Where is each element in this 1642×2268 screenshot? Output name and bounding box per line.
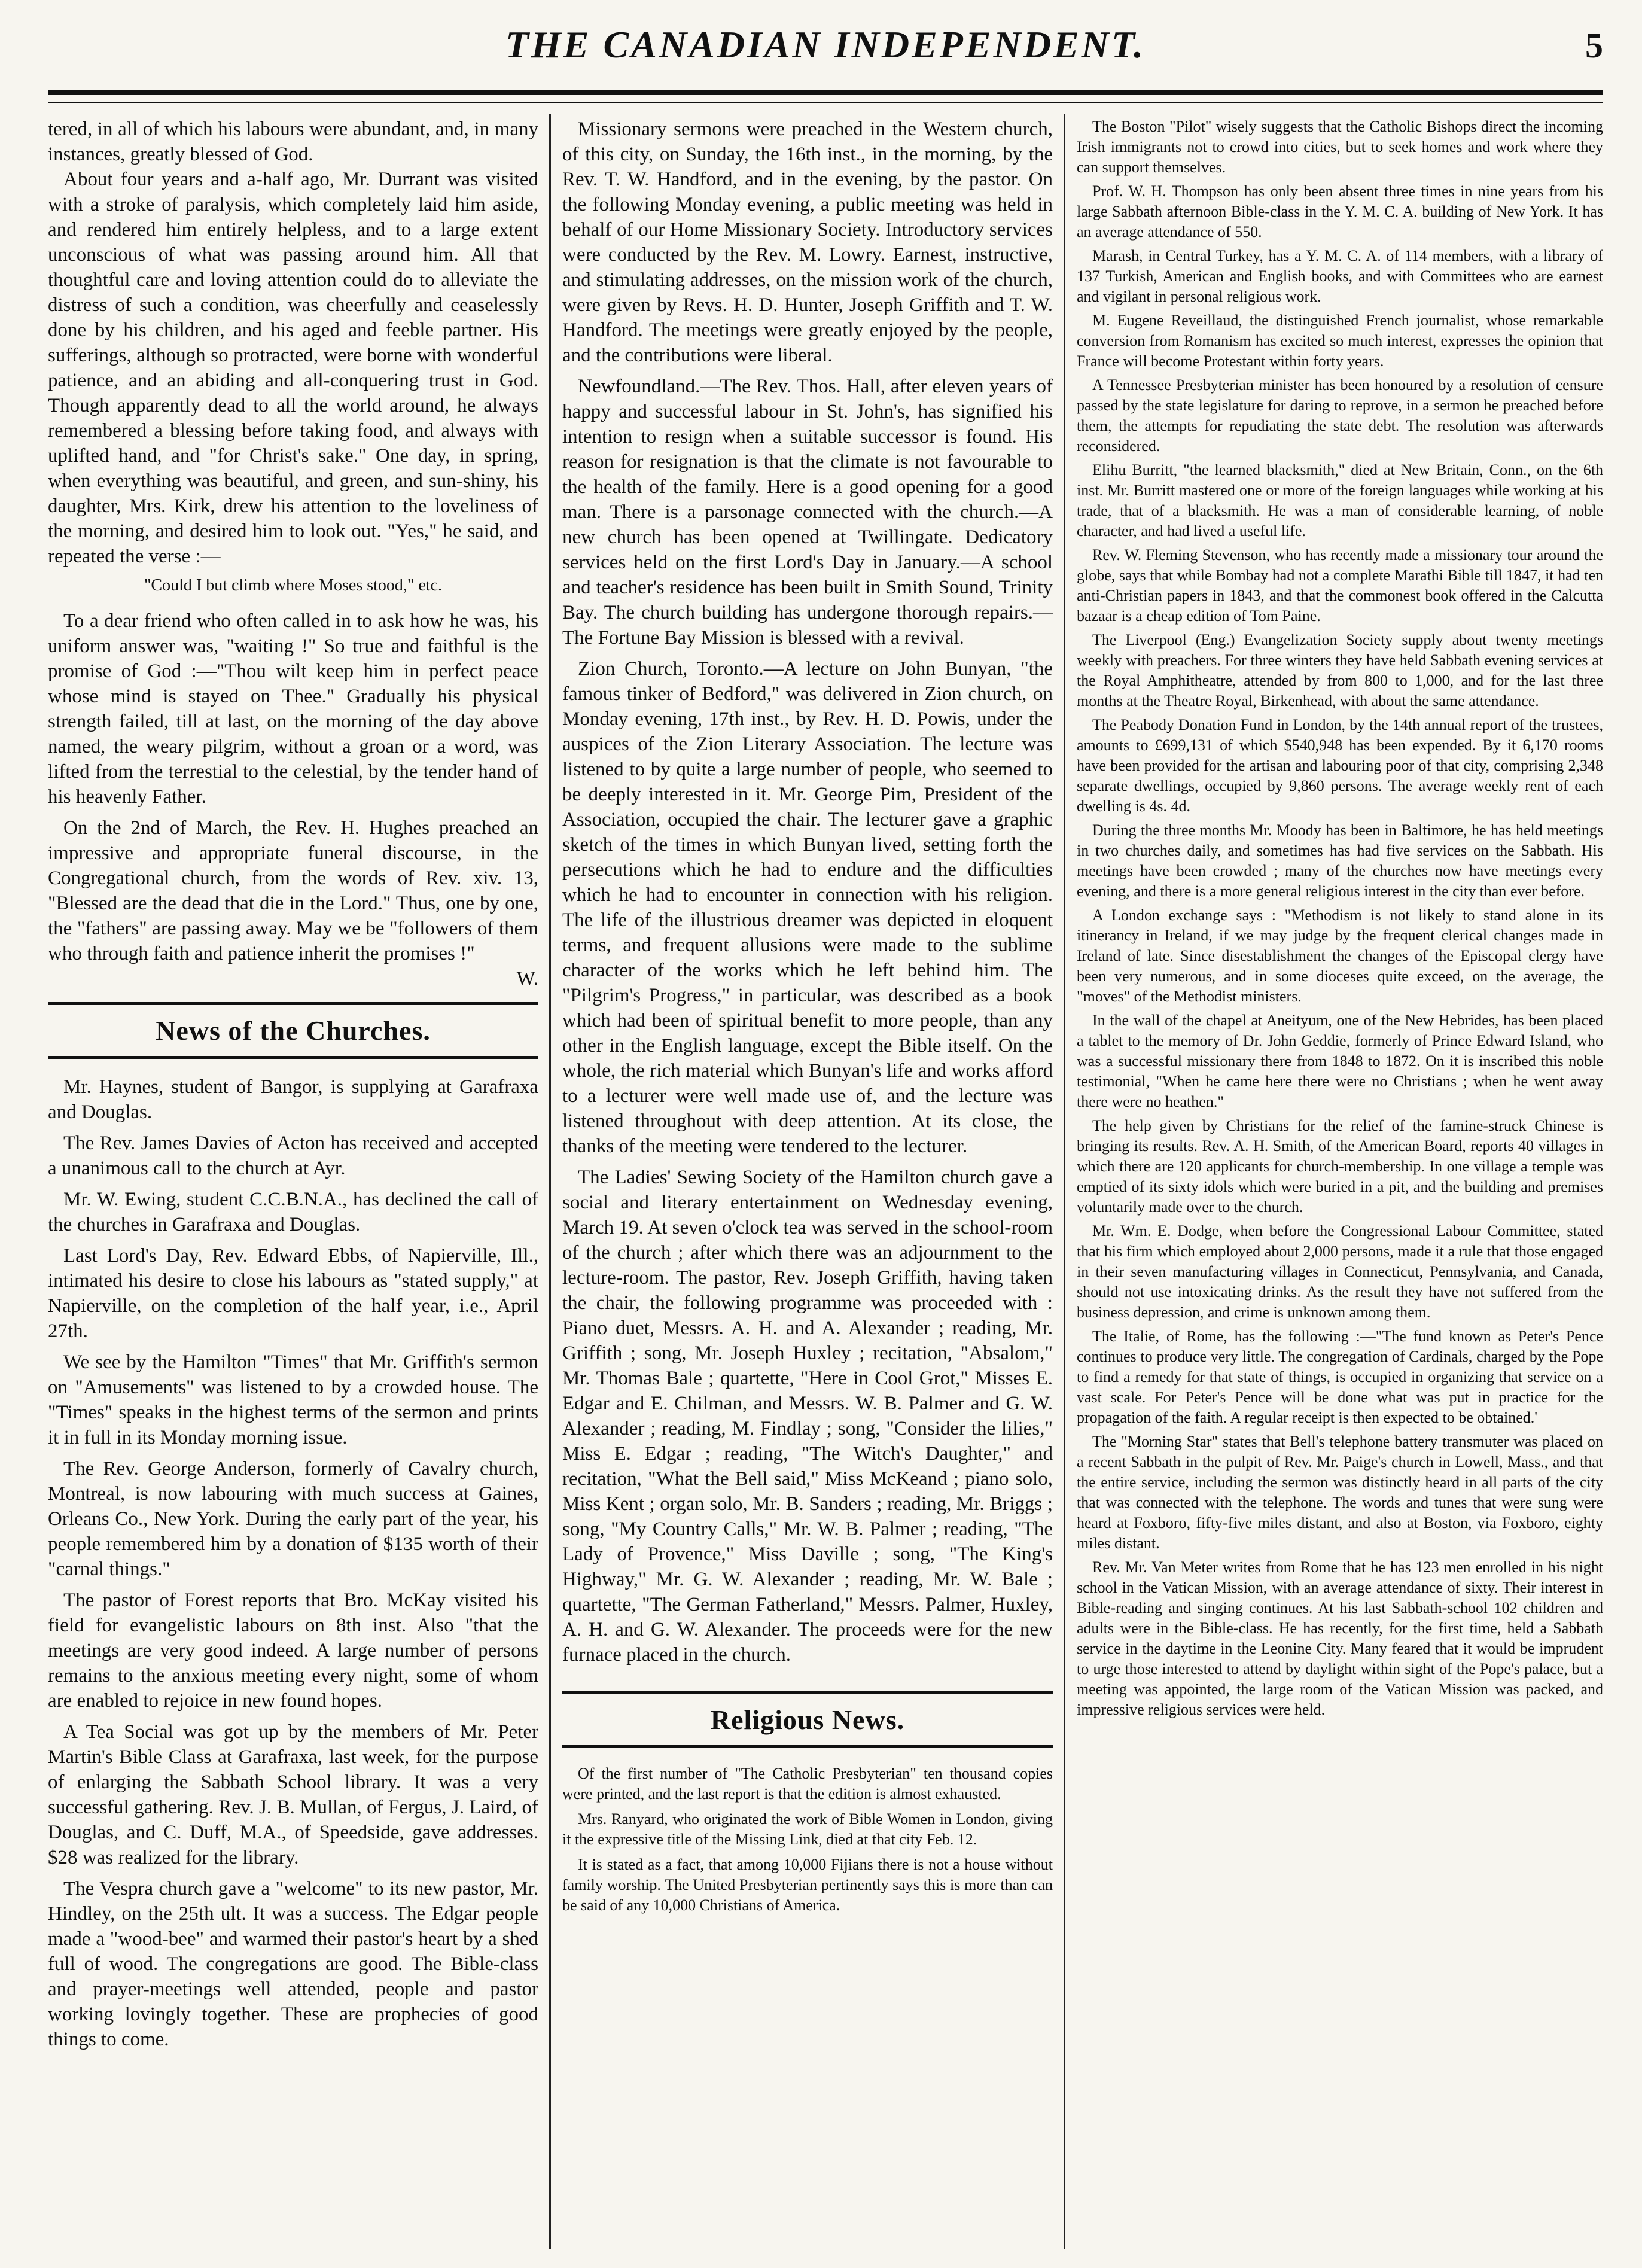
religious-item: Rev. W. Fleming Stevenson, who has recently made a missionary tour around the globe, says that while Bombay had not a complete Marathi Bible till 1847, it had ten anti-Christian papers in 1843, and that the commonest book offered in the Calcutta bazaar is a cheap edition of Tom Paine. (1077, 546, 1603, 625)
section-heading-news: News of the Churches. (48, 1002, 538, 1059)
religious-item: The Peabody Donation Fund in London, by the 14th annual report of the trustees, amounts to £699,131 of which $540,948 has been expended. By it 6,170 rooms have been provided for the artisan and labouring poor of that city, comprising 2,348 separate dwellings, occupied by 9,860 persons. The average weekly rent of each dwelling is 4s. 4d. (1077, 716, 1603, 815)
verse-quote: "Could I but climb where Moses stood," etc. (144, 576, 442, 595)
obituary-paragraph: About four years and a-half ago, Mr. Durrant was visited with a stroke of paralysis, which completely laid him aside, and rendered him entirely helpless, and to a large extent unconscious of what was passing around him. All that thoughtful care and loving attention could do to alleviate the distress of such a condition, was cheerfully and ceaselessly done by his children, and his aged and feeble partner. His sufferings, although so protracted, were borne with wonderful patience, and an abiding and all-conquering trust in God. Though apparently dead to all the world around, he always remembered a blessing before taking food, and always with uplifted hand, and "for Christ's sake." One day, in spring, when everything was beautiful, and green, and sun-shiny, his daughter, Mrs. Kirk, drew his attention to the loveliness of the morning, and desired him to look out. "Yes," he said, and repeated the verse :— (48, 169, 538, 567)
obituary-paragraph: On the 2nd of March, the Rev. H. Hughes preached an impressive and appropriate funeral discourse, in the Congregational church, from the words of Rev. xiv. 13, "Blessed are the dead that die in the Lord." Thus, one by one, the "fathers" are passing away. May we be "followers of them who through faith and patience inherit the promises !" (48, 817, 538, 964)
news-item: Newfoundland.—The Rev. Thos. Hall, after eleven years of happy and successful labour in St. John's, has signified his intention to resign when a suitable successor is found. His reason for resignation is that the climate is not favourable to the health of the family. Here is a good opening for a good man. There is a parsonage connected with the church.—A new church has been opened at Twillingate. Dedicatory services held on the first Lord's Day in January.—A school and teacher's residence has been built in Smith Sound, Trinity Bay. The church building has undergone thorough repairs.—The Fortune Bay Mission is blessed with a revival. (562, 376, 1053, 649)
header-rule-thin (48, 102, 1603, 103)
news-item: The pastor of Forest reports that Bro. McKay visited his field for evangelistic labours on 8th inst. Also "that the meetings are very good indeed. A large number of persons remains to the anxious meeting every night, some of whom are enabled to rejoice in new found hopes. (48, 1590, 538, 1712)
header-rule-thick (48, 90, 1603, 95)
religious-item: A London exchange says : "Methodism is not likely to stand alone in its itinerancy in Ireland, if we may judge by the frequent clerical changes made in Ireland of late. Since disestablishment the changes of the Episcopal clergy have been very numerous, and in some dioceses quite exceed, on the average, the "moves" of the Methodist ministers. (1077, 906, 1603, 1005)
column-2 (562, 117, 1053, 2246)
news-item: Missionary sermons were preached in the Western church, of this city, on Sunday, the 16th inst., in the morning, by the Rev. T. W. Handford, and in the evening, by the pastor. On the following Monday evening, a public meeting was held in behalf of our Home Missionary Society. Introductory services were conducted by the Rev. M. Lowry. Earnest, instructive, and stimulating addresses, on the mission work of the church, were given by Revs. H. D. Hunter, Joseph Griffith and T. W. Handford. The meetings were greatly enjoyed by the people, and the contributions were liberal. (562, 118, 1053, 366)
section-heading-religious: Religious News. (562, 1691, 1053, 1748)
column-divider (549, 114, 551, 2249)
news-item: The Rev. James Davies of Acton has received and accepted a unanimous call to the church at Ayr. (48, 1133, 538, 1179)
news-item: The Vespra church gave a "welcome" to its new pastor, Mr. Hindley, on the 25th ult. It was a success. The Edgar people made a "wood-bee" and warmed their pastor's heart by a shed full of wood. The congregations are good. The Bible-class and prayer-meetings well attended, people and pastor working lovingly together. These are prophecies of good things to come. (48, 1878, 538, 2050)
news-item: Mr. W. Ewing, student C.C.B.N.A., has declined the call of the churches in Garafraxa and Douglas. (48, 1189, 538, 1235)
religious-item: M. Eugene Reveillaud, the distinguished French journalist, whose remarkable conversion from Romanism has excited so much interest, expresses the opinion that France will become Protestant within forty years. (1077, 312, 1603, 370)
religious-item: Mrs. Ranyard, who originated the work of Bible Women in London, giving it the expressive title of the Missing Link, died at that city Feb. 12. (562, 1810, 1053, 1848)
religious-item: Of the first number of "The Catholic Presbyterian" ten thousand copies were printed, and the last report is that the edition is almost exhausted. (562, 1765, 1053, 1803)
religious-item: During the three months Mr. Moody has been in Baltimore, he has held meetings in two churches daily, and sometimes has had five services on the Sabbath. His meetings have been crowded ; many of the churches now have meetings every evening, and there is a more general religious interest in the city than ever before. (1077, 821, 1603, 900)
column-1 (48, 117, 538, 2246)
religious-news-list (562, 1764, 1053, 1916)
religious-item: Marash, in Central Turkey, has a Y. M. C. A. of 114 members, with a library of 137 Turkish, American and English books, and with Committees who are earnest and vigilant in personal religious work. (1077, 247, 1603, 305)
religious-item: Rev. Mr. Van Meter writes from Rome that he has 123 men enrolled in his night school in the Vatican Mission, with an average attendance of sixty. Their interest in Bible-reading and singing continues. At his last Sabbath-school 102 children and adults were in the Bible-class. He has recently, for the first time, held a Sabbath service in the daytime in the Leonine City. Many feared that it would be imprudent to urge those interested to attend by daylight within sight of the Pope's palace, but a meeting was appointed, the large room of the Vatican Mission was packed, and impressive religious services were held. (1077, 1558, 1603, 1718)
column-divider (1064, 114, 1065, 2249)
news-item: Last Lord's Day, Rev. Edward Ebbs, of Napierville, Ill., intimated his desire to close his labours as "stated supply," at Napierville, on the completion of the half year, i.e., April 27th. (48, 1245, 538, 1342)
signature-row (48, 966, 538, 991)
religious-item: The help given by Christians for the relief of the famine-struck Chinese is bringing its results. Rev. A. H. Smith, of the American Board, reports 40 villages in which there are 120 applicants for church-membership. In one village a temple was emptied of its sixty idols which were buried in a pit, and the building and premises voluntarily made over to the church. (1077, 1117, 1603, 1216)
religious-item: A Tennessee Presbyterian minister has been honoured by a resolution of censure passed by the state legislature for daring to reprove, in a sermon he preached before them, the attempts for repudiating the state debt. The resolution was afterwards reconsidered. (1077, 376, 1603, 455)
news-item: Zion Church, Toronto.—A lecture on John Bunyan, "the famous tinker of Bedford," was delivered in Zion church, on Monday evening, 17th inst., by Rev. H. D. Powis, under the auspices of the Zion Literary Association. The lecture was listened to by quite a large number of people, who seemed to be deeply interested in it. Mr. George Pim, President of the Association, occupied the chair. The lecturer gave a graphic sketch of the times in which Bunyan lived, setting forth the persecutions which he had to endure and the difficulties which he had to encounter in connection with his religion. The life of the illustrious dreamer was depicted in eloquent terms, and frequent allusions were made to the sublime character of the works which he left behind him. The "Pilgrim's Progress," in particular, was described as a book which had been of spiritual benefit to more people, than any other in the English language, except the Bible itself. On the whole, the rich material which Bunyan's life and works afford to a lecturer were well made use of, and the lecture was listened throughout with deep attention. At its close, the thanks of the meeting were tendered to the lecturer. (562, 658, 1053, 1157)
religious-item: The Italie, of Rome, has the following :—"The fund known as Peter's Pence continues to produce very little. The congregation of Cardinals, charged by the Pope to find a remedy for that state of things, is occupied in organizing that service on a vast scale. For Peter's Pence will be done what was put in practice for the propagation of the faith. A regular receipt is then expected to be obtained.' (1077, 1328, 1603, 1426)
religious-item: Prof. W. H. Thompson has only been absent three times in nine years from his large Sabbath afternoon Bible-class in the Y. M. C. A. building of New York. It has an average attendance of 550. (1077, 182, 1603, 241)
religious-item: Elihu Burritt, "the learned blacksmith," died at New Britain, Conn., on the 6th inst. Mr. Burritt mastered one or more of the foreign languages while working at his trade, that of a blacksmith. He was a man of considerable learning, of noble character, and had lived a useful life. (1077, 461, 1603, 540)
news-item: Mr. Haynes, student of Bangor, is supplying at Garafraxa and Douglas. (48, 1076, 538, 1123)
page-number: 5 (1585, 26, 1603, 65)
religious-item: It is stated as a fact, that among 10,000 Fijians there is not a house without family worship. The United Presbyterian pertinently says this is more than can be said of any 10,000 Christians of America. (562, 1856, 1053, 1914)
news-item: The Ladies' Sewing Society of the Hamilton church gave a social and literary entertainment on Wednesday evening, March 19. At seven o'clock tea was served in the school-room of the church ; after which there was an adjournment to the lecture-room. The pastor, Rev. Joseph Griffith, having taken the chair, the following programme was proceeded with : Piano duet, Messrs. A. H. and A. Alexander ; reading, Mr. Griffith ; song, Mr. Joseph Huxley ; recitation, "Absalom," Mr. Thomas Bale ; quartette, "Here in Cool Grot," Misses E. Edgar and E. Chilman, and Messrs. W. B. Palmer and G. W. Alexander ; reading, M. Findlay ; song, "Consider the lilies," Miss E. Edgar ; reading, "The Witch's Daughter," and recitation, "What the Bell said," Miss McKeand ; piano solo, Miss Kent ; organ solo, Mr. B. Sanders ; reading, Mr. Briggs ; song, "My Country Calls," Mr. W. B. Palmer ; reading, "The Lady of Provence," Miss Daville ; song, "The King's Highway," Mr. G. W. Alexander ; reading, Mr. W. Bale ; quartette, "The German Fatherland," Messrs. Palmer, Huxley, A. H. and G. W. Alexander. The proceeds were for the new furnace placed in the church. (562, 1167, 1053, 1666)
religious-item: In the wall of the chapel at Aneityum, one of the New Hebrides, has been placed a tablet to the memory of Dr. John Geddie, formerly of Prince Edward Island, who was a successful missionary there from 1848 to 1872. On it is inscribed this noble testimonial, "When he came here there were no Christians ; when he went away there were no heathen." (1077, 1012, 1603, 1110)
signature: W. (516, 968, 538, 990)
religious-item: The Boston "Pilot" wisely suggests that the Catholic Bishops direct the incoming Irish immigrants not to crowd into cities, but to seek homes and work where they can support themselves. (1077, 118, 1603, 176)
newspaper-title: THE CANADIAN INDEPENDENT. (505, 23, 1146, 66)
religious-item: The "Morning Star" states that Bell's telephone battery transmuter was placed on a recent Sabbath in the pulpit of Rev. Mr. Paige's church in Lowell, Mass., and that the entire service, including the sermon was distinctly heard in all parts of the city that was connected with the telephone. The words and tunes that were sung were heard at Foxboro, fifty-five miles distant, and also at Boston, via Foxboro, eighty miles distant. (1077, 1433, 1603, 1552)
religious-item: The Liverpool (Eng.) Evangelization Society supply about twenty meetings weekly with preachers. For three winters they have held Sabbath evening services at the Royal Amphitheatre, attended by from 800 to 1,000, and for the last three months at the Theatre Royal, Birkenhead, with about the same attendance. (1077, 631, 1603, 710)
religious-item: Mr. Wm. E. Dodge, when before the Congressional Labour Committee, stated that his firm which employed about 2,000 persons, made it a rule that those engaged in their seven manufacturing villages in Connecticut, Pennsylvania, and Canada, should not use intoxicating drinks. As the result they have not suffered from the business depression, and crime is unknown among them. (1077, 1222, 1603, 1321)
obituary-paragraph: To a dear friend who often called in to ask how he was, his uniform answer was, "waiting !" So true and faithful is the promise of God :—"Thou wilt keep him in perfect peace whose mind is stayed on Thee." Gradually his physical strength failed, till at last, on the morning of the day above named, the weary pilgrim, without a groan or a word, was lifted from the terrestial to the celestial, by the tender hand of his heavenly Father. (48, 610, 538, 808)
news-item: A Tea Social was got up by the members of Mr. Peter Martin's Bible Class at Garafraxa, last week, for the purpose of enlarging the Sabbath School library. It was a very successful gathering. Rev. J. B. Mullan, of Fergus, J. Laird, of Douglas, and C. Duff, M.A., of Speedside, gave addresses. $28 was realized for the library. (48, 1721, 538, 1868)
news-item: The Rev. George Anderson, formerly of Cavalry church, Montreal, is now labouring with much success at Gaines, Orleans Co., New York. During the early part of the year, his people remembered him by a donation of $135 worth of their "carnal things." (48, 1458, 538, 1580)
masthead (48, 12, 1603, 84)
news-item: We see by the Hamilton "Times" that Mr. Griffith's sermon on "Amusements" was listened to by a crowded house. The "Times" speaks in the highest terms of the sermon and prints it in full in its Monday morning issue. (48, 1351, 538, 1448)
column-3 (1077, 117, 1603, 2246)
obituary-paragraph: tered, in all of which his labours were abundant, and, in many instances, greatly blessed of God. (48, 118, 538, 165)
